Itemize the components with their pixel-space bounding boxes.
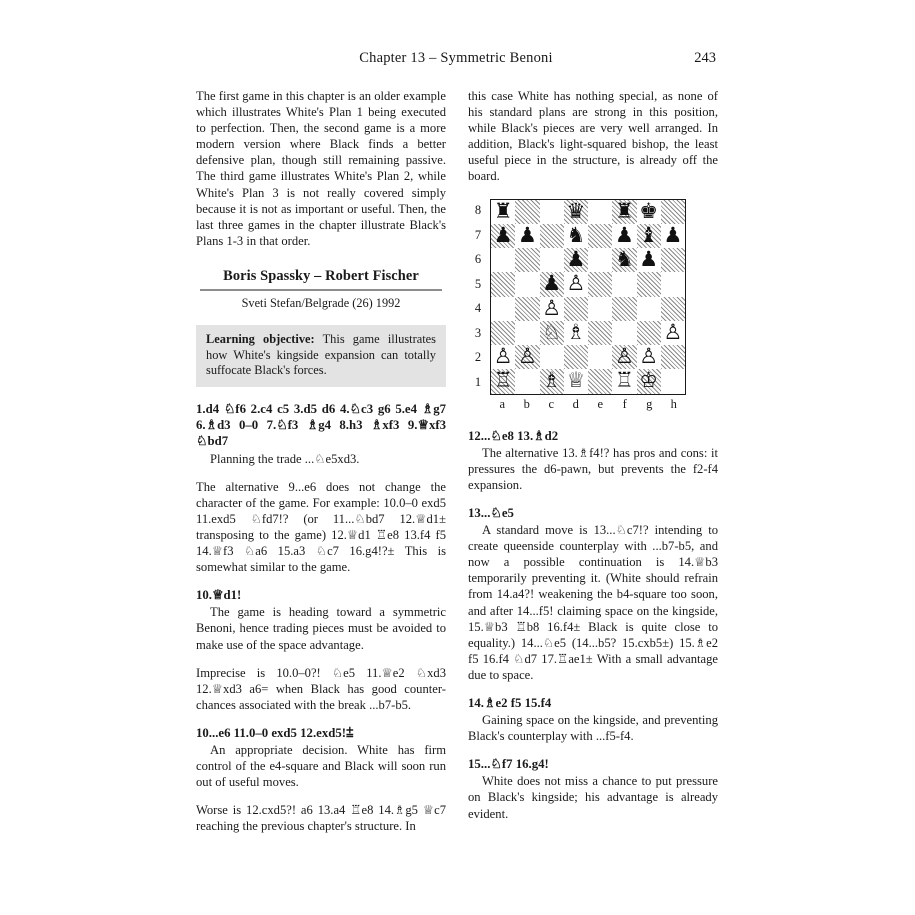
comment-10-black: An appropriate decision. White has firm control of the e4-square and Black will soon run out of useful moves.	[196, 743, 446, 790]
rank-label-7: 7	[474, 227, 482, 242]
white-pawn-icon: ♙	[566, 271, 586, 296]
square-a7	[491, 224, 515, 248]
file-label-e: e	[597, 396, 604, 411]
square-g1	[637, 369, 661, 393]
move-header-10-black: 10...e6 11.0–0 exd5 12.exd5!⩲	[196, 725, 354, 740]
file-label-b: b	[523, 396, 530, 411]
black-pawn-icon: ♟	[663, 222, 683, 247]
right-column	[468, 88, 718, 834]
move-header-13: 13...♘e5	[468, 505, 514, 520]
square-g4	[637, 297, 661, 321]
square-b2	[515, 345, 539, 369]
black-rook-icon: ♜	[493, 198, 513, 223]
square-h6	[661, 248, 685, 272]
chess-board	[490, 199, 686, 395]
left-column	[196, 88, 446, 834]
square-b4	[515, 297, 539, 321]
square-e2	[588, 345, 612, 369]
white-pawn-icon: ♙	[542, 295, 562, 320]
file-label-h: h	[670, 396, 677, 411]
square-e7	[588, 224, 612, 248]
white-pawn-icon: ♙	[663, 319, 683, 344]
square-g5	[637, 272, 661, 296]
paragraph-alternative: The alternative 9...e6 does not change the character of the game. For example: 10.0–0 exd5 11.exd5 ♘fd7!? (or 11...♘bd7 12.♕d1± transposing to the game) 12.♕d1 ♖e8 13.f4 f5 14.♕f3 ♘a6 15.a3 ♘c7 16.g4!?± This is somewhat similar to the game.	[196, 479, 446, 575]
square-a8	[491, 200, 515, 224]
white-bishop-icon: ♗	[542, 368, 562, 393]
square-d4	[564, 297, 588, 321]
square-f2	[612, 345, 636, 369]
square-f3	[612, 321, 636, 345]
square-e5	[588, 272, 612, 296]
square-d3	[564, 321, 588, 345]
white-pawn-icon: ♙	[614, 344, 634, 369]
move-header-15: 15...♘f7 16.g4!	[468, 757, 549, 772]
square-b1	[515, 369, 539, 393]
file-label-d: d	[572, 396, 579, 411]
square-c6	[540, 248, 564, 272]
square-d2	[564, 345, 588, 369]
square-d5	[564, 272, 588, 296]
black-bishop-icon: ♝	[639, 222, 659, 247]
rank-label-2: 2	[474, 350, 482, 365]
square-b3	[515, 321, 539, 345]
black-knight-icon: ♞	[566, 222, 586, 247]
intro-paragraph: The first game in this chapter is an older example which illustrates White's Plan 1 being executed to perfection. Then, the second game is a more modern version where Black finds a better defensive plan, though still remaining passive. The third game illustrates White's Plan 2, while White's Plan 3 is not really covered simply because it is not as important or useful. Then, the last three games in the chapter illustrate Black's Plans 1-3 in that order.	[196, 89, 446, 248]
black-pawn-icon: ♟	[517, 222, 537, 247]
comment-15: White does not miss a chance to put pressure on Black's kingside; his advantage is already evident.	[468, 774, 718, 821]
square-a3	[491, 321, 515, 345]
square-c7	[540, 224, 564, 248]
square-g2	[637, 345, 661, 369]
rank-label-1: 1	[474, 374, 482, 389]
paragraph-imprecise: Imprecise is 10.0–0?! ♘e5 11.♕e2 ♘xd3 12.♕xd3 a6= when Black has good counter-chances associated with the break ...b7-b5.	[196, 665, 446, 712]
square-h4	[661, 297, 685, 321]
square-f7	[612, 224, 636, 248]
black-rook-icon: ♜	[614, 198, 634, 223]
black-queen-icon: ♛	[566, 198, 586, 223]
square-c8	[540, 200, 564, 224]
rank-labels	[470, 199, 486, 395]
rank-label-4: 4	[474, 301, 482, 316]
square-a4	[491, 297, 515, 321]
two-column-body	[196, 88, 718, 834]
square-h7	[661, 224, 685, 248]
square-f6	[612, 248, 636, 272]
file-label-c: c	[548, 396, 555, 411]
square-h2	[661, 345, 685, 369]
comment-14: Gaining space on the kingside, and preventing Black's counterplay with ...f5-f4.	[468, 713, 718, 744]
square-b7	[515, 224, 539, 248]
square-e1	[588, 369, 612, 393]
white-rook-icon: ♖	[614, 368, 634, 393]
square-b6	[515, 248, 539, 272]
black-pawn-icon: ♟	[614, 222, 634, 247]
black-king-icon: ♚	[639, 198, 659, 223]
square-c2	[540, 345, 564, 369]
square-h1	[661, 369, 685, 393]
rank-label-5: 5	[474, 276, 482, 291]
square-a5	[491, 272, 515, 296]
square-a1	[491, 369, 515, 393]
chess-diagram	[468, 199, 718, 412]
square-a6	[491, 248, 515, 272]
square-d1	[564, 369, 588, 393]
square-g3	[637, 321, 661, 345]
square-f5	[612, 272, 636, 296]
square-d7	[564, 224, 588, 248]
square-e6	[588, 248, 612, 272]
file-labels	[490, 397, 686, 412]
square-h5	[661, 272, 685, 296]
black-pawn-icon: ♟	[639, 247, 659, 272]
square-c5	[540, 272, 564, 296]
move-header-10: 10.♕d1!	[196, 588, 242, 603]
square-e4	[588, 297, 612, 321]
square-d8	[564, 200, 588, 224]
square-g8	[637, 200, 661, 224]
rank-label-6: 6	[474, 252, 482, 267]
learning-objective-label: Learning objective:	[206, 331, 315, 346]
square-h8	[661, 200, 685, 224]
square-c4	[540, 297, 564, 321]
square-f4	[612, 297, 636, 321]
intro-continuation: this case White has nothing special, as none of his standard plans are strong in this position, while Black's pieces are very well arranged. In addition, Black's light-squared bishop, the least useful piece in the structure, is already off the board.	[468, 89, 718, 184]
square-e8	[588, 200, 612, 224]
page-number: 243	[694, 50, 716, 66]
chess-board-wrapper	[474, 198, 686, 412]
square-b5	[515, 272, 539, 296]
file-label-f: f	[622, 396, 627, 411]
square-c3	[540, 321, 564, 345]
white-pawn-icon: ♙	[639, 344, 659, 369]
square-h3	[661, 321, 685, 345]
learning-objective-box	[196, 325, 446, 387]
game-header	[196, 268, 446, 311]
square-f1	[612, 369, 636, 393]
rank-label-8: 8	[474, 203, 482, 218]
game-title-rule	[200, 289, 442, 291]
white-queen-icon: ♕	[566, 368, 586, 393]
comment-12: The alternative 13.♗f4!? has pros and cons: it pressures the d6-pawn, but prevents the f2-f4 expansion.	[468, 445, 718, 492]
black-knight-icon: ♞	[614, 247, 634, 272]
white-bishop-icon: ♗	[566, 319, 586, 344]
move-header-14: 14.♗e2 f5 15.f4	[468, 695, 552, 710]
rank-label-3: 3	[474, 325, 482, 340]
opening-comment: Planning the trade ...♘e5xd3.	[210, 451, 360, 466]
square-a2	[491, 345, 515, 369]
comment-13: A standard move is 13...♘c7!? intending to create queenside counterplay with ...b7-b5, and now a possible continuation is 14.♕b3 temporarily preventing it. (White should refrain from 14.a4?! weakening the b4-square too soon, and after 14...f5! claiming space on the kingside, 15.♕b3 ♖b8 16.f4± Black is quite close to equality.) 14...♘e5 (14...b5? 15.cxb5±) 15.♗e2 f5 16.f4 ♘d7 17.♖ae1± With a small advantage due to space.	[468, 523, 718, 682]
file-label-g: g	[646, 396, 653, 411]
move-header-12: 12...♘e8 13.♗d2	[468, 428, 559, 443]
square-b8	[515, 200, 539, 224]
square-g6	[637, 248, 661, 272]
black-pawn-icon: ♟	[493, 222, 513, 247]
white-pawn-icon: ♙	[517, 344, 537, 369]
chapter-title: Chapter 13 – Symmetric Benoni	[359, 50, 553, 66]
comment-10: The game is heading toward a symmetric Benoni, hence trading pieces must be avoided to make use of the space advantage.	[196, 605, 446, 652]
square-g7	[637, 224, 661, 248]
game-title: Boris Spassky – Robert Fischer	[223, 267, 419, 284]
square-c1	[540, 369, 564, 393]
learning-objective-text: This game illustrates how White's kingside expansion can totally suffocate Black's forces.	[206, 331, 436, 378]
game-info: Sveti Stefan/Belgrade (26) 1992	[241, 295, 401, 310]
black-pawn-icon: ♟	[566, 247, 586, 272]
opening-moves: 1.d4 ♘f6 2.c4 c5 3.d5 d6 4.♘c3 g6 5.e4 ♗g7 6.♗d3 0–0 7.♘f3 ♗g4 8.h3 ♗xf3 9.♕xf3 ♘bd7	[196, 401, 446, 449]
paragraph-worse: Worse is 12.cxd5?! a6 13.a4 ♖e8 14.♗g5 ♕c7 reaching the previous chapter's structure. In	[196, 803, 446, 834]
white-knight-icon: ♘	[542, 319, 562, 344]
black-pawn-icon: ♟	[542, 271, 562, 296]
learning-objective-paragraph	[206, 332, 436, 379]
white-pawn-icon: ♙	[493, 344, 513, 369]
square-e3	[588, 321, 612, 345]
square-d6	[564, 248, 588, 272]
square-f8	[612, 200, 636, 224]
running-head	[196, 50, 716, 67]
white-king-icon: ♔	[639, 368, 659, 393]
white-rook-icon: ♖	[493, 368, 513, 393]
file-label-a: a	[499, 396, 506, 411]
